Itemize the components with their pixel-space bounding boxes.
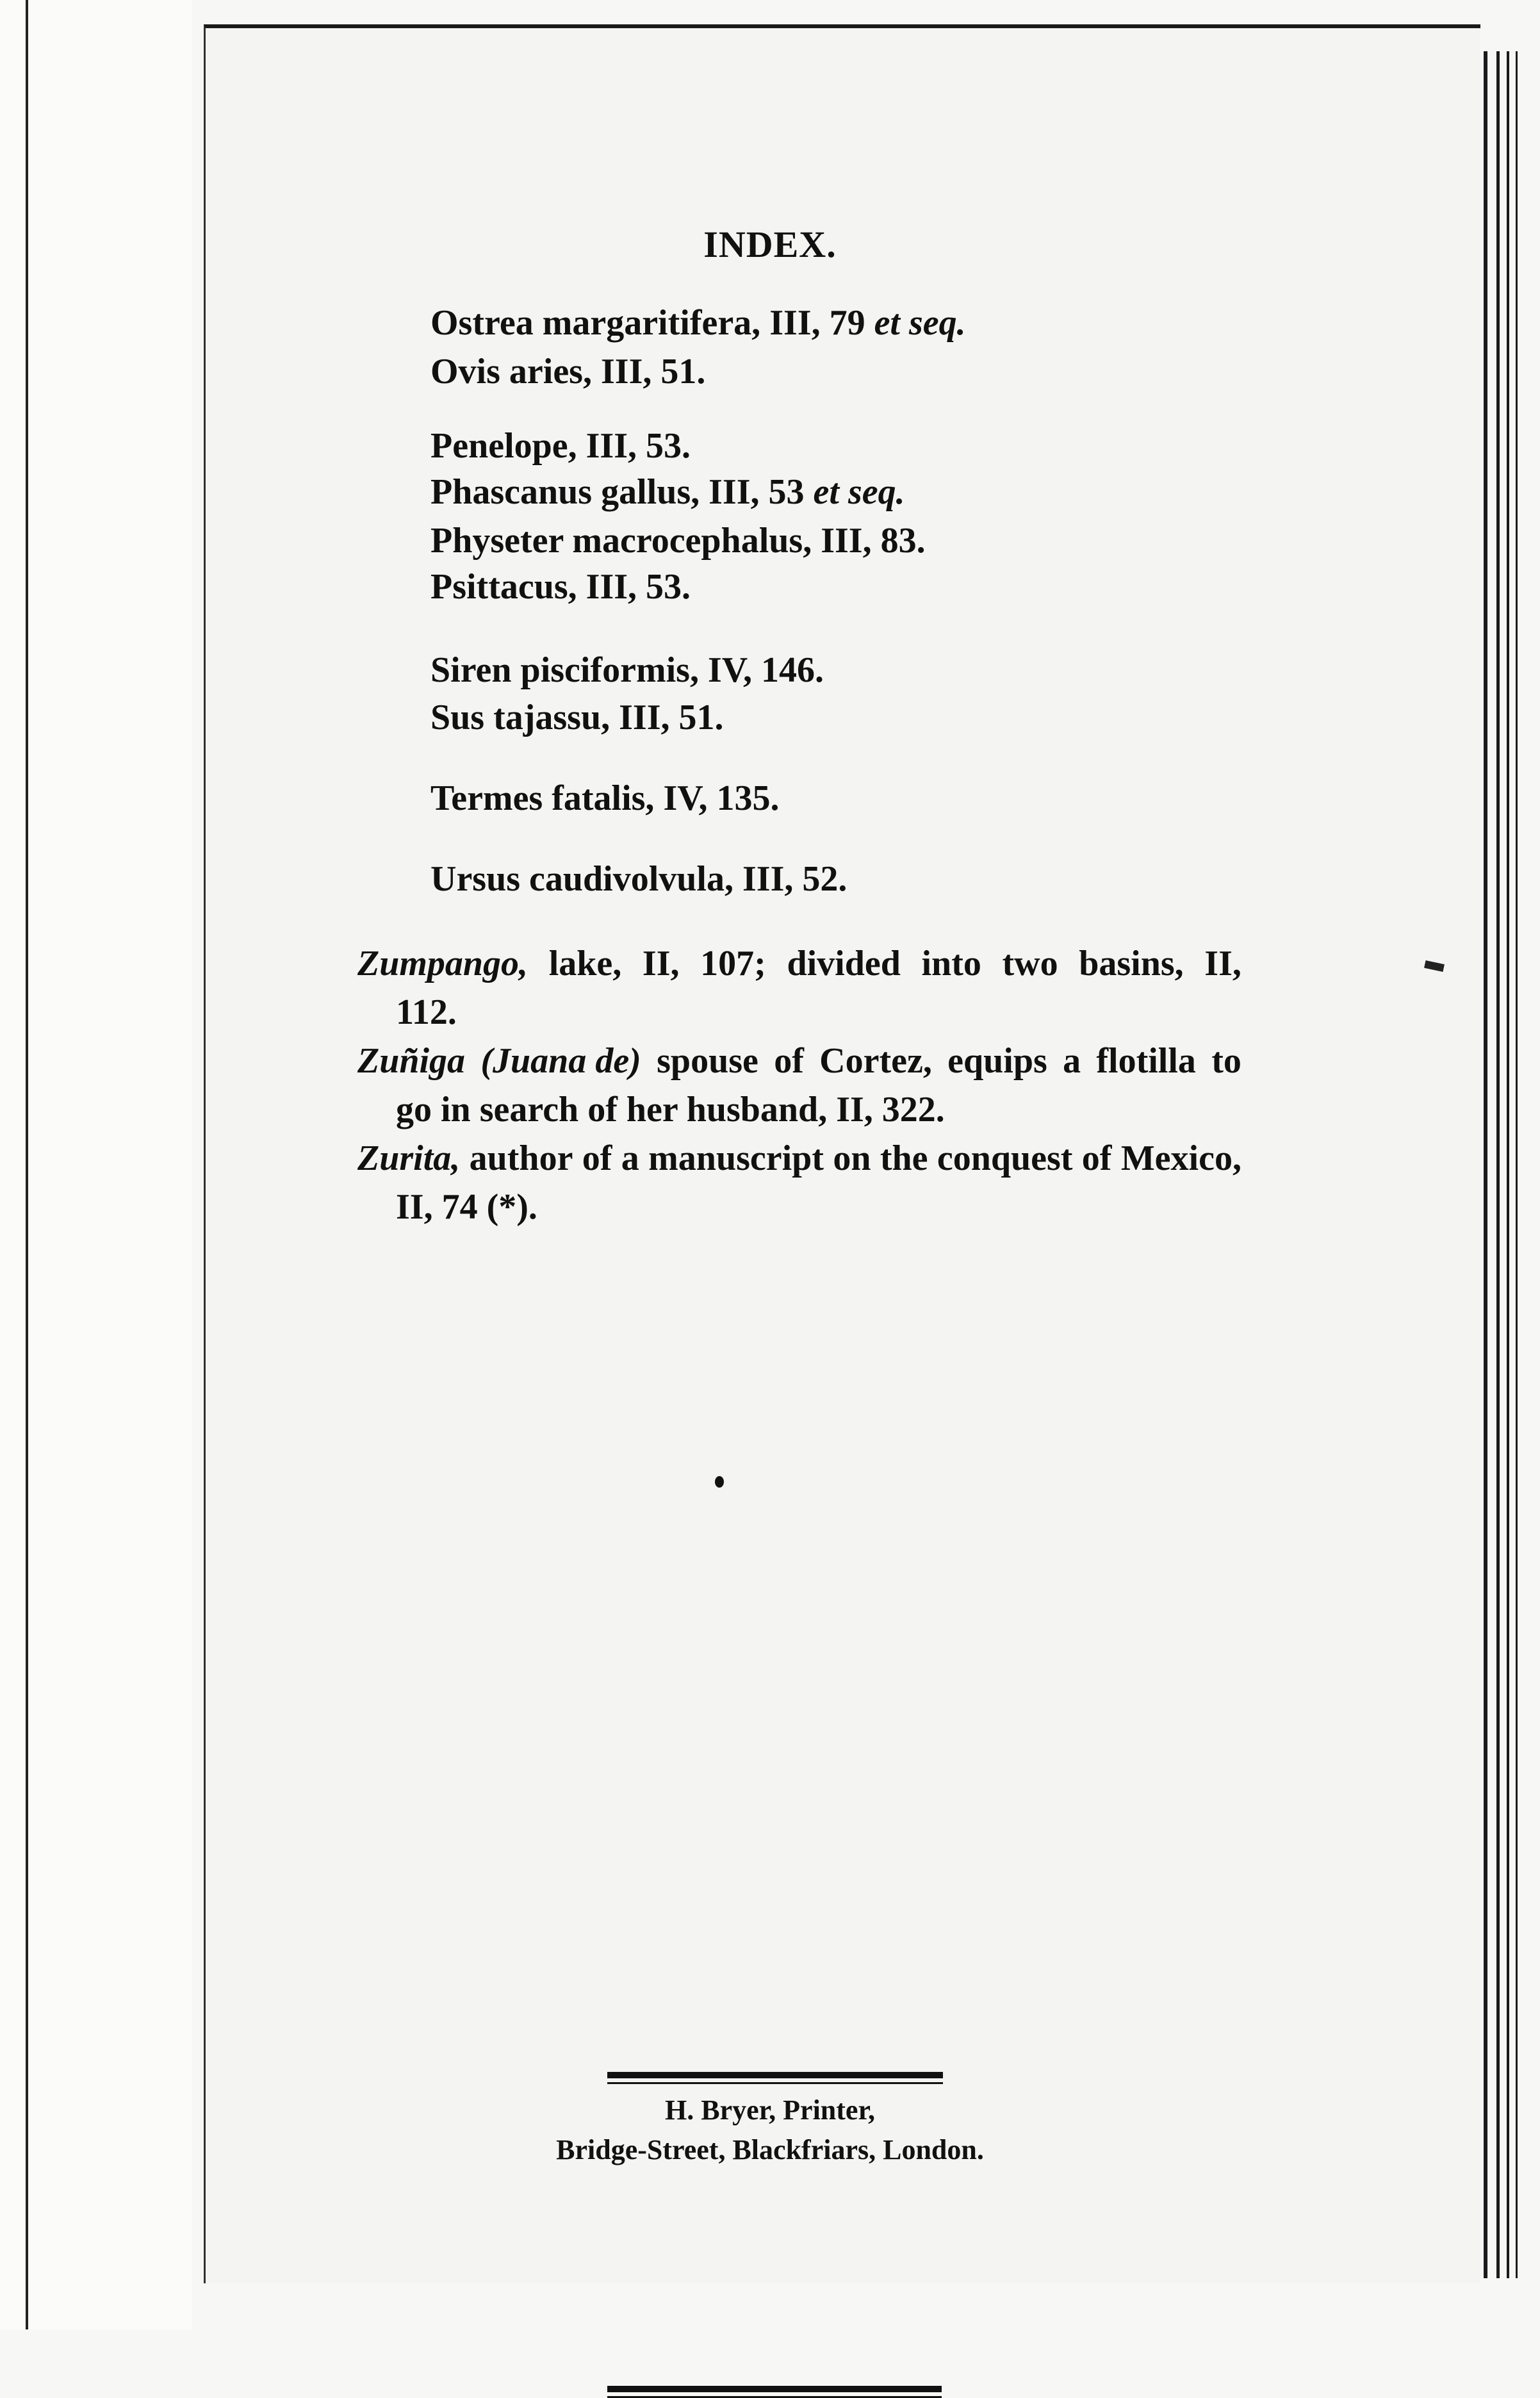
entry-word: lake, bbox=[548, 944, 622, 983]
entry-word: of bbox=[1081, 1138, 1112, 1178]
entry-word: author bbox=[469, 1138, 573, 1178]
entry-term: Siren pisciformis, bbox=[430, 650, 699, 690]
entry-word: divided bbox=[787, 944, 901, 983]
imprint-separator-light bbox=[607, 2082, 943, 2084]
entry-ref: III, 79 bbox=[760, 303, 865, 343]
entry-word: a bbox=[1063, 1041, 1081, 1081]
entry-word: flotilla bbox=[1096, 1041, 1196, 1081]
index-entry bbox=[430, 646, 824, 694]
entry-term: Ostrea margaritifera, bbox=[430, 303, 761, 343]
entry-term: Zurita, bbox=[357, 1138, 461, 1178]
index-entry bbox=[430, 422, 691, 470]
index-entry bbox=[430, 693, 724, 742]
entry-word: II, bbox=[1204, 944, 1241, 983]
entry-word: the bbox=[880, 1138, 928, 1178]
entry-word: into bbox=[921, 944, 981, 983]
entry-ref: III, 53. bbox=[577, 426, 691, 466]
entry-term: Penelope, bbox=[430, 426, 577, 466]
entry-line bbox=[357, 1134, 1241, 1183]
entry-continuation: 112. bbox=[396, 992, 457, 1032]
entry-term: Psittacus, bbox=[430, 567, 577, 607]
entry-word: 107; bbox=[700, 944, 766, 983]
entry-ref: III, 53 bbox=[700, 472, 805, 512]
entry-word: two bbox=[1002, 944, 1058, 983]
entry-word: a bbox=[621, 1138, 639, 1178]
entry-term: Ursus caudivolvula, bbox=[430, 859, 733, 899]
entry-line bbox=[357, 939, 1241, 988]
entry-word: of bbox=[774, 1041, 804, 1081]
entry-word: of bbox=[582, 1138, 612, 1178]
index-entry bbox=[430, 855, 847, 903]
entry-term: Physeter macrocephalus, bbox=[430, 521, 812, 561]
entry-continuation: II, 74 (*). bbox=[396, 1187, 537, 1227]
printer-address: Bridge-Street, Blackfriars, London. bbox=[556, 2134, 984, 2165]
entry-word: basins, bbox=[1079, 944, 1184, 983]
entry-word: to bbox=[1211, 1041, 1241, 1081]
entry-word: spouse bbox=[657, 1041, 758, 1081]
entry-ref: III, 53. bbox=[577, 567, 691, 607]
index-entry bbox=[430, 347, 705, 396]
index-entry-zuniga bbox=[357, 1037, 1241, 1134]
entry-line bbox=[357, 1037, 1241, 1085]
ink-speck bbox=[715, 1476, 724, 1488]
imprint-separator-heavy bbox=[607, 2072, 943, 2078]
page-title: INDEX. bbox=[703, 224, 837, 265]
entry-term: Phascanus gallus, bbox=[430, 472, 700, 512]
entry-word: Mexico, bbox=[1120, 1138, 1241, 1178]
index-entry bbox=[430, 774, 779, 823]
entry-word: manuscript bbox=[648, 1138, 824, 1178]
entry-word: II, bbox=[642, 944, 680, 983]
entry-ref: IV, 146. bbox=[698, 650, 824, 690]
entry-tail: et seq. bbox=[865, 303, 966, 343]
entry-term: Zuñiga bbox=[357, 1041, 466, 1081]
entry-ref: III, 52. bbox=[733, 859, 848, 899]
index-entry bbox=[430, 563, 691, 611]
printer-name: H. Bryer, Printer, bbox=[665, 2094, 875, 2126]
entry-ref: III, 83. bbox=[812, 521, 926, 561]
index-entry-zurita bbox=[357, 1134, 1241, 1231]
entry-continuation: go in search of her husband, II, 322. bbox=[396, 1090, 945, 1129]
entry-term: Zumpango, bbox=[357, 944, 528, 983]
entry-term-qualifier: (Juana de) bbox=[480, 1041, 641, 1081]
entry-term: Ovis aries, bbox=[430, 352, 592, 391]
index-entry bbox=[430, 299, 966, 347]
entry-ref: III, 51. bbox=[591, 352, 706, 391]
entry-ref: IV, 135. bbox=[654, 778, 780, 818]
entry-term: Termes fatalis, bbox=[430, 778, 655, 818]
entry-word: on bbox=[833, 1138, 871, 1178]
entry-ref: III, 51. bbox=[610, 698, 724, 737]
index-entry bbox=[430, 468, 905, 516]
entry-word: Cortez, bbox=[819, 1041, 932, 1081]
imprint-thick-rule bbox=[607, 2386, 942, 2392]
entry-word: equips bbox=[947, 1041, 1047, 1081]
index-entry bbox=[430, 516, 926, 565]
entry-term: Sus tajassu, bbox=[430, 698, 610, 737]
entry-tail: et seq. bbox=[804, 472, 905, 512]
entry-word: conquest bbox=[937, 1138, 1073, 1178]
index-entry-zumpango bbox=[357, 939, 1241, 1037]
